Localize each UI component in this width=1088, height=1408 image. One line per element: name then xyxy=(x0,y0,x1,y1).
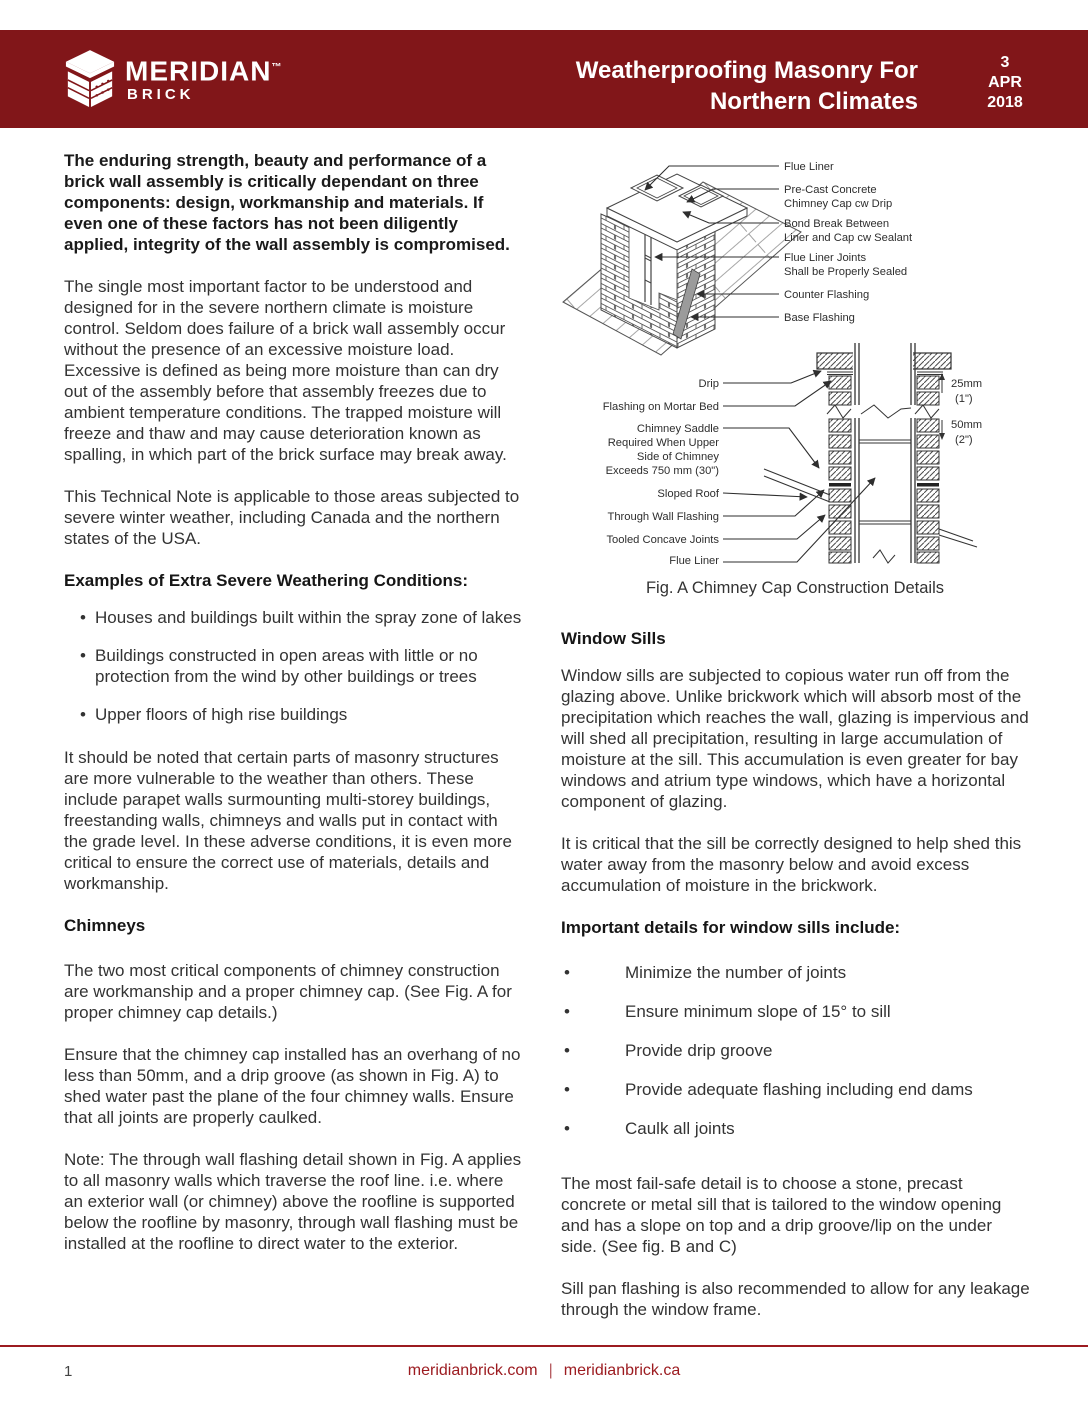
figure-caption: Fig. A Chimney Cap Construction Details xyxy=(645,579,945,597)
logo-wordmark xyxy=(125,54,282,103)
list-item: • Provide adequate flashing including end dams xyxy=(561,1079,1030,1100)
cross-section-drawing xyxy=(764,343,977,563)
left-column xyxy=(64,150,522,1275)
link-meridianbrick-ca[interactable]: meridianbrick.ca xyxy=(563,1362,681,1379)
meridian-brick-logo xyxy=(64,30,282,128)
list-item: • Minimize the number of joints xyxy=(561,962,1030,983)
paragraph-sill-pan-flashing: Sill pan flashing is also recommended to allow for any leakage through the window frame. xyxy=(561,1279,1030,1319)
logo-name xyxy=(125,54,282,85)
paragraph-vulnerable-parts: It should be noted that certain parts of masonry structures are more vulnerable to the weather than others. These include parapet walls surmounting multi-storey buildings, freestanding walls, chimneys and walls put in contact with the grade level. In these adverse conditions, it is even more critical to ensure the correct use of materials, details and workmanship. xyxy=(64,748,512,893)
link-meridianbrick-com[interactable]: meridianbrick.com xyxy=(407,1362,538,1379)
list-item: • Caulk all joints xyxy=(561,1118,1030,1139)
chimney-construction-diagram xyxy=(561,152,1029,602)
note-number-date xyxy=(972,53,1038,113)
label-tooled-concave-joints: Tooled Concave Joints xyxy=(606,534,719,546)
paragraph-technical-note-scope: This Technical Note is applicable to those areas subjected to severe winter weather, including Canada and the northern states of the USA. xyxy=(64,487,520,548)
paragraph-chimney-components: The two most critical components of chimney construction are workmanship and a proper chimney cap. (See Fig. A for proper chimney cap details.) xyxy=(64,961,512,1022)
heading-window-sills: Window Sills xyxy=(561,629,666,648)
note-year: 2018 xyxy=(987,94,1023,111)
page-number: 1 xyxy=(64,1363,73,1380)
label-flashing-mortar-bed: Flashing on Mortar Bed xyxy=(602,401,719,413)
dim-2in: (2") xyxy=(955,434,973,446)
label-sloped-roof: Sloped Roof xyxy=(657,488,719,500)
label-flue-liner: Flue Liner xyxy=(784,161,834,173)
note-month: APR xyxy=(988,74,1022,91)
label-drip: Drip xyxy=(698,378,719,390)
footer-divider-line xyxy=(0,1345,1088,1347)
paragraph-window-sills-runoff: Window sills are subjected to copious water run off from the glazing above. Unlike brickwork which will absorb most of the precipitation which reaches the wall, glazing is impervious and will shed all precipitation, resulting in large accumulation of moisture at the sill. This accumulation is even greater for bay windows and atrium type windows, which have a horizontal component of glazing. xyxy=(561,666,1029,811)
figure-a-chimney-diagram xyxy=(561,152,1029,602)
label-precast-1: Pre-Cast Concrete xyxy=(784,184,877,196)
window-sill-details-list xyxy=(561,962,1030,1139)
paragraph-chimney-cap: Ensure that the chimney cap installed has an overhang of no less than 50mm, and a drip groove (as shown in Fig. A) to shed water past the plane of the four chimney walls. Ensure that all joints are properly caulked. xyxy=(64,1045,521,1127)
header-band xyxy=(0,30,1088,128)
heading-chimneys: Chimneys xyxy=(64,916,146,935)
section-leader-lines xyxy=(723,371,875,562)
label-bond-break-1: Bond Break Between xyxy=(784,218,890,230)
label-chimney-saddle-3: Side of Chimney xyxy=(636,451,719,463)
label-flue-liner-section: Flue Liner xyxy=(669,555,719,567)
heading-important-details: Important details for window sills include: xyxy=(561,918,901,937)
label-precast-2: Chimney Cap cw Drip xyxy=(784,198,893,210)
label-flue-joints-2: Shall be Properly Sealed xyxy=(784,266,908,278)
label-chimney-saddle-1: Chimney Saddle xyxy=(636,423,719,435)
dim-1in: (1") xyxy=(955,393,973,405)
note-number: 3 xyxy=(1000,54,1010,71)
brand-name: MERIDIAN xyxy=(125,55,272,87)
dim-50mm: 50mm xyxy=(951,419,983,431)
intro-paragraph: The enduring strength, beauty and performance of a brick wall assembly is critically dependant on three components: design, workmanship and materials. If even one of these factors has not been diligently applied, integrity of the wall assembly is compromised. xyxy=(64,151,510,254)
section-labels xyxy=(603,378,720,567)
paragraph-fail-safe-detail: The most fail-safe detail is to choose a stone, precast concrete or metal sill that is tailored to the window opening and has a slope on top and a drip groove/lip on the under side. (See fig. B and C) xyxy=(561,1174,1002,1256)
label-chimney-saddle-4: Exceeds 750 mm (30") xyxy=(605,465,719,477)
paragraph-flashing-note: Note: The through wall flashing detail shown in Fig. A applies to all masonry walls which traverse the roof line. i.e. where an exterior wall (or chimney) above the roofline is supported below the roofline by masonry, through wall flashing must be installed at the roofline to direct water to the exterior. xyxy=(64,1150,522,1253)
label-flue-joints-1: Flue Liner Joints xyxy=(784,252,867,264)
isometric-chimney-drawing xyxy=(563,174,801,355)
footer-separator: | xyxy=(548,1362,553,1379)
list-item: • Ensure minimum slope of 15° to sill xyxy=(561,1001,1030,1022)
label-through-wall-flashing: Through Wall Flashing xyxy=(607,511,719,523)
label-bond-break-2: Liner and Cap cw Sealant xyxy=(784,232,913,244)
paragraph-moisture-control: The single most important factor to be understood and designed for in the severe northern climate is moisture control. Seldom does failure of a brick wall assembly occur without the presence of an excessive moisture load. Excessive is defined as being more moisture than can dry out of the assembly before that assembly freezes due to ambient temperature conditions. The trapped moisture will freeze and thaw and may cause deterioration known as spalling, in which part of the brick surface may break away. xyxy=(64,277,507,464)
list-item: • Houses and buildings built within the spray zone of lakes xyxy=(64,607,522,628)
title-line-2: Northern Climates xyxy=(709,88,918,115)
iso-labels xyxy=(784,161,913,324)
label-base-flashing: Base Flashing xyxy=(784,312,855,324)
right-column xyxy=(561,152,1030,1341)
heading-severe-weathering: Examples of Extra Severe Weathering Conditions: xyxy=(64,571,469,590)
footer-links xyxy=(0,1362,1088,1380)
list-item: • Provide drip groove xyxy=(561,1040,1030,1061)
title-line-1: Weatherproofing Masonry For xyxy=(575,57,918,84)
list-item: • Buildings constructed in open areas with little or no protection from the wind by other buildings or trees xyxy=(64,645,522,687)
dim-25mm: 25mm xyxy=(951,378,983,390)
label-counter-flashing: Counter Flashing xyxy=(784,289,870,301)
dimension-texts xyxy=(951,378,982,446)
paragraph-sill-design: It is critical that the sill be correctly designed to help shed this water away from the masonry below and avoid excess accumulation of moisture in the brickwork. xyxy=(561,834,1022,895)
document-title xyxy=(488,55,918,117)
brick-stack-icon xyxy=(64,48,116,112)
severe-weathering-list xyxy=(64,607,522,725)
logo-sub: BRICK xyxy=(127,85,195,103)
trademark-symbol: ™ xyxy=(271,62,283,74)
label-chimney-saddle-2: Required When Upper xyxy=(607,437,719,449)
list-item: • Upper floors of high rise buildings xyxy=(64,704,522,725)
